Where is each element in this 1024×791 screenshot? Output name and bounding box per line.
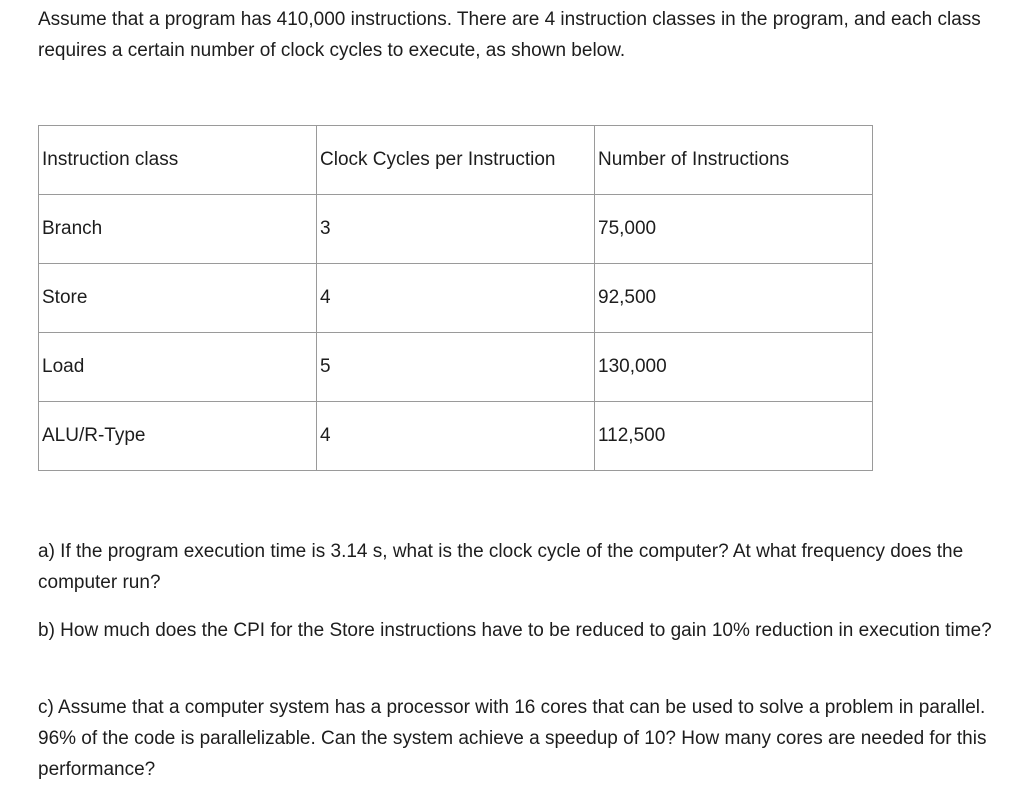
instruction-class-table (38, 125, 873, 471)
question-c: c) Assume that a computer system has a processor with 16 cores that can be used to solve a problem in parallel. 96% of the code is parallelizable. Can the system achieve a speedup of 10? How many cores are needed for this performance? (38, 697, 987, 780)
question-a: a) If the program execution time is 3.14 s, what is the clock cycle of the computer? At what frequency does the computer run? (38, 541, 964, 593)
table-cell: Load (39, 333, 317, 402)
table-header-row (39, 126, 873, 195)
header-number-of-instructions: Number of Instructions (595, 126, 873, 195)
table-cell: ALU/R-Type (39, 402, 317, 471)
table-cell: Store (39, 264, 317, 333)
table-row (39, 264, 873, 333)
table-cell: Branch (39, 195, 317, 264)
problem-intro: Assume that a program has 410,000 instructions. There are 4 instruction classes in the program, and each class requires a certain number of clock cycles to execute, as shown below. (38, 9, 981, 61)
table-cell: 92,500 (595, 264, 873, 333)
table-row (39, 195, 873, 264)
table-cell: 3 (317, 195, 595, 264)
table-cell: 75,000 (595, 195, 873, 264)
table-cell: 4 (317, 402, 595, 471)
table-row (39, 402, 873, 471)
table-cell: 5 (317, 333, 595, 402)
table-cell: 4 (317, 264, 595, 333)
header-instruction-class: Instruction class (39, 126, 317, 195)
question-b: b) How much does the CPI for the Store instructions have to be reduced to gain 10% reduction in execution time? (38, 620, 992, 641)
table-cell: 130,000 (595, 333, 873, 402)
header-clock-cycles: Clock Cycles per Instruction (317, 126, 595, 195)
table-row (39, 333, 873, 402)
table-cell: 112,500 (595, 402, 873, 471)
